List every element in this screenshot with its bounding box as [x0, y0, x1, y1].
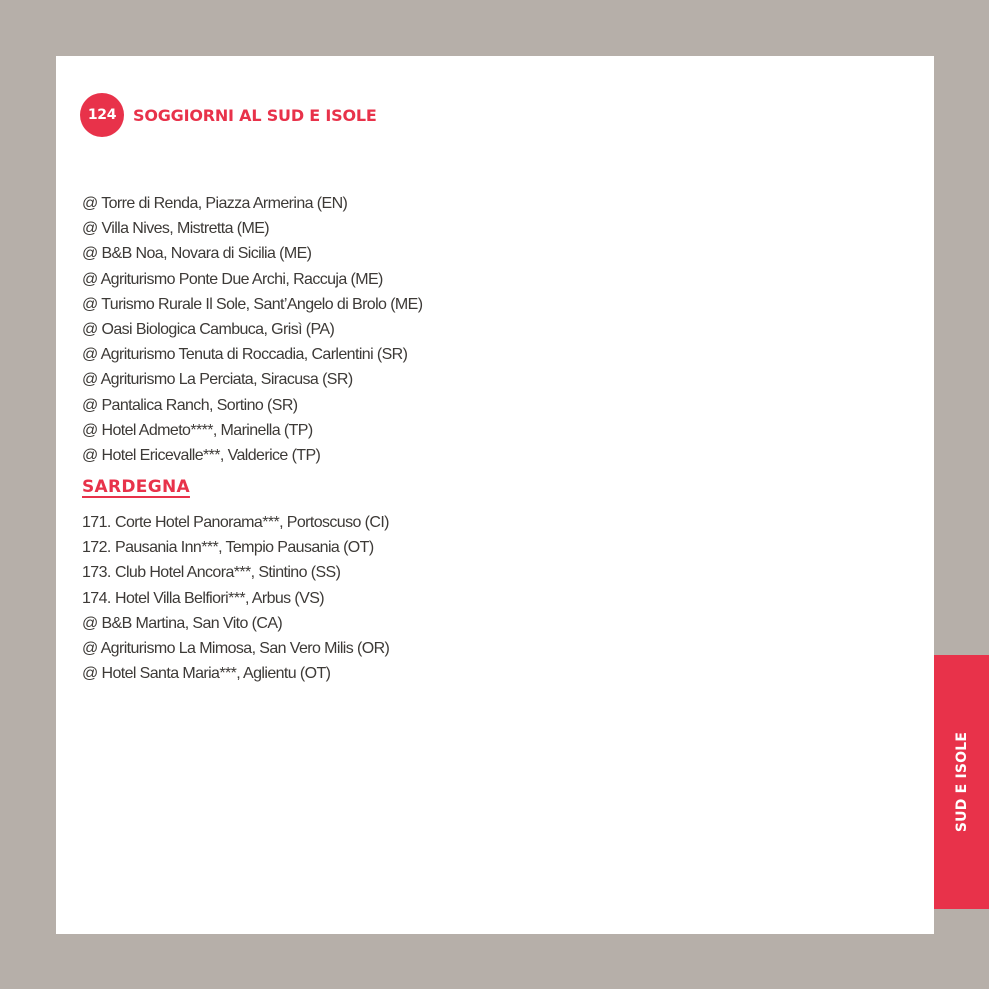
item-text: Club Hotel Ancora***, Stintino (SS) [115, 564, 341, 582]
list-item: @ Agriturismo La Mimosa, San Vero Milis (OR) [82, 640, 390, 657]
list-item-numbered [82, 586, 502, 611]
page-title: SOGGIORNI AL SUD E ISOLE [133, 105, 377, 125]
sardegna-list [82, 510, 502, 686]
list-item: @ Agriturismo Ponte Due Archi, Raccuja (ME) [82, 270, 383, 288]
list-item: @ Agriturismo La Perciata, Siracusa (SR) [82, 371, 353, 389]
list-item: @ Hotel Ericevalle***, Valderice (TP) [82, 446, 321, 464]
page-number-badge: 124 [80, 93, 124, 137]
side-tab-label: SUD E ISOLE [953, 731, 970, 833]
item-text: Hotel Villa Belfiori***, Arbus (VS) [115, 589, 325, 607]
list-item: @ Torre di Renda, Piazza Armerina (EN) [82, 195, 348, 212]
list-item: @ B&B Martina, San Vito (CA) [82, 614, 283, 632]
item-number: 171. [82, 514, 111, 532]
list-item: @ Hotel Admeto****, Marinella (TP) [82, 421, 313, 439]
content [82, 191, 502, 686]
list-item: @ B&B Noa, Novara di Sicilia (ME) [82, 245, 312, 263]
list-item-numbered [82, 535, 502, 560]
page-header [80, 93, 377, 137]
list-item: @ Villa Nives, Mistretta (ME) [82, 220, 270, 238]
item-text: Pausania Inn***, Tempio Pausania (OT) [115, 539, 374, 557]
list-item: @ Agriturismo Tenuta di Roccadia, Carlentini (SR) [82, 346, 408, 364]
list-item-numbered [82, 510, 502, 535]
item-number: 173. [82, 564, 111, 582]
list-item: @ Pantalica Ranch, Sortino (SR) [82, 396, 298, 414]
section-heading-sardegna: SARDEGNA [82, 477, 190, 498]
sicilia-list [82, 191, 502, 468]
page [56, 56, 934, 934]
side-tab [934, 655, 989, 909]
item-text: Corte Hotel Panorama***, Portoscuso (CI) [115, 514, 389, 532]
list-item: @ Oasi Biologica Cambuca, Grisì (PA) [82, 320, 335, 338]
item-number: 172. [82, 539, 111, 557]
list-item: @ Turismo Rurale Il Sole, Sant’Angelo di Brolo (ME) [82, 295, 423, 313]
list-item: @ Hotel Santa Maria***, Aglientu (OT) [82, 665, 331, 683]
list-item-numbered [82, 560, 502, 585]
item-number: 174. [82, 589, 111, 607]
